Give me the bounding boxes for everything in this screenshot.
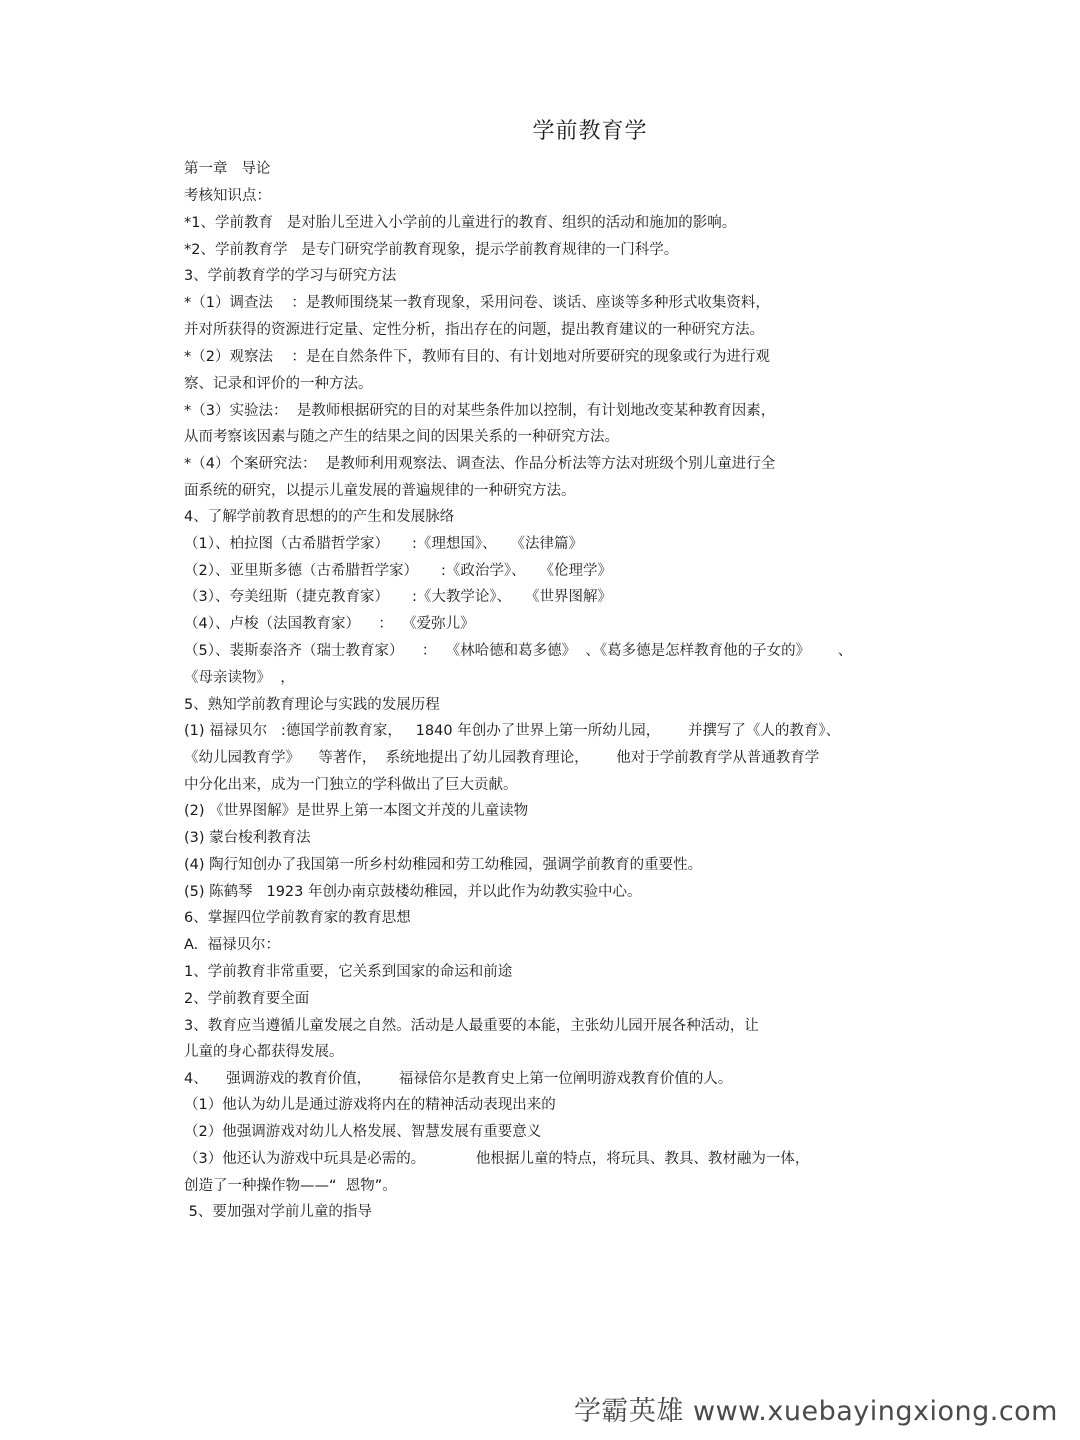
text-line: 4、 强调游戏的教育价值， 福禄倍尔是教育史上第一位阐明游戏教育价值的人。 [184, 1071, 733, 1087]
text-line: *2、学前教育学 是专门研究学前教育现象，提示学前教育规律的一门科学。 [184, 242, 679, 258]
text-line: 从而考察该因素与随之产生的结果之间的因果关系的一种研究方法。 [184, 429, 619, 445]
text-line: A. 福禄贝尔： [184, 937, 280, 953]
text-line: (3) 蒙台梭利教育法 [184, 830, 311, 846]
text-line: 2、学前教育要全面 [184, 991, 310, 1007]
text-line: 面系统的研究，以提示儿童发展的普遍规律的一种研究方法。 [184, 483, 576, 499]
text-line: 5、要加强对学前儿童的指导 [184, 1204, 372, 1220]
document-title: 学前教育学 [532, 119, 648, 144]
text-line: 5、熟知学前教育理论与实践的发展历程 [184, 697, 440, 713]
text-line: 3、学前教育学的学习与研究方法 [184, 268, 397, 284]
text-line: （3）他还认为游戏中玩具是必需的。 他根据儿童的特点，将玩具、教具、教材融为一体， [184, 1151, 810, 1167]
text-line: （5）、裴斯泰洛齐（瑞士教育家） ： 《林哈德和葛多德》 、《葛多德是怎样教育他的子女的》 、 [184, 643, 853, 659]
text-line: (2) 《世界图解》是世界上第一本图文并茂的儿童读物 [184, 803, 529, 819]
text-line: 并对所获得的资源进行定量、定性分析，指出存在的问题，提出教育建议的一种研究方法。 [184, 322, 764, 338]
text-line: (1) 福禄贝尔 :德国学前教育家， 1840 年创办了世界上第一所幼儿园， 并撰写了《人的教育》、 [184, 723, 841, 739]
text-line: 1、学前教育非常重要，它关系到国家的命运和前途 [184, 964, 513, 980]
text-line: *（3）实验法： 是教师根据研究的目的对某些条件加以控制，有计划地改变某种教育因素， [184, 403, 776, 419]
text-line: (4) 陶行知创办了我国第一所乡村幼稚园和劳工幼稚园，强调学前教育的重要性。 [184, 857, 703, 873]
text-line: 《幼儿园教育学》 等著作， 系统地提出了幼儿园教育理论， 他对于学前教育学从普通教育学 [184, 750, 820, 766]
text-line: 儿童的身心都获得发展。 [184, 1044, 344, 1060]
text-line: 考核知识点： [184, 188, 271, 204]
text-line: （2）他强调游戏对幼儿人格发展、智慧发展有重要意义 [184, 1124, 542, 1140]
text-line: （4）、卢梭（法国教育家） ： 《爱弥儿》 [184, 616, 475, 632]
text-line: （1）他认为幼儿是通过游戏将内在的精神活动表现出来的 [184, 1097, 556, 1113]
text-line: 创造了一种操作物——“ 恩物”。 [184, 1178, 397, 1194]
text-line: 中分化出来，成为一门独立的学科做出了巨大贡献。 [184, 777, 518, 793]
text-line: （1）、柏拉图（古希腊哲学家） :《理想国》、 《法律篇》 [184, 536, 583, 552]
text-line: （3）、夸美纽斯（捷克教育家） :《大教学论》、 《世界图解》 [184, 589, 612, 605]
text-line: 6、掌握四位学前教育家的教育思想 [184, 910, 411, 926]
text-line: 《母亲读物》 ， [184, 670, 295, 686]
text-line: *1、学前教育 是对胎儿至进入小学前的儿童进行的教育、组织的活动和施加的影响。 [184, 215, 737, 231]
text-line: 3、教育应当遵循儿童发展之自然。活动是人最重要的本能，主张幼儿园开展各种活动，让 [184, 1018, 759, 1034]
text-line: 第一章 导论 [184, 161, 271, 177]
text-line: 4、了解学前教育思想的的产生和发展脉络 [184, 509, 455, 525]
text-line: 察、记录和评价的一种方法。 [184, 376, 373, 392]
text-line: *（2）观察法 ：是在自然条件下，教师有目的、有计划地对所要研究的现象或行为进行观 [184, 349, 770, 365]
watermark-text: 学霸英雄 www.xuebayingxiong.com [573, 1396, 1058, 1427]
text-line: *（4）个案研究法： 是教师利用观察法、调查法、作品分析法等方法对班级个别儿童进行全 [184, 456, 776, 472]
text-line: （2）、亚里斯多德（古希腊哲学家） :《政治学》、 《伦理学》 [184, 563, 612, 579]
text-line: (5) 陈鹤琴 1923 年创办南京鼓楼幼稚园，并以此作为幼教实验中心。 [184, 884, 642, 900]
text-line: *（1）调查法 ：是教师围绕某一教育现象，采用问卷、谈话、座谈等多种形式收集资料， [184, 295, 770, 311]
